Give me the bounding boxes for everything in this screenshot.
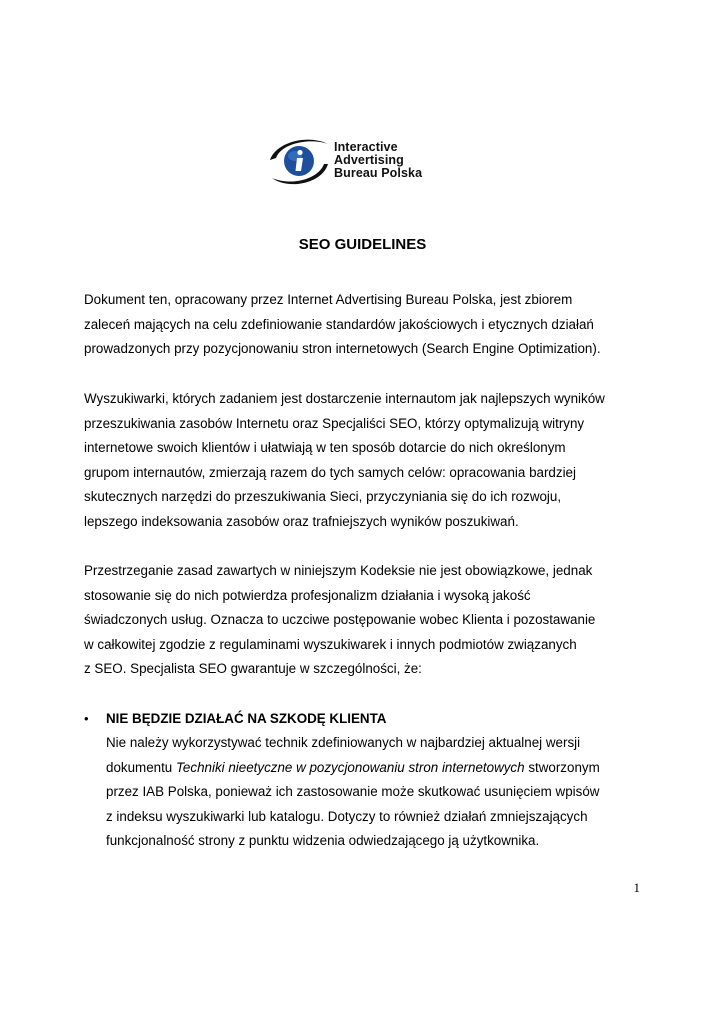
paragraph-code-rules bbox=[84, 559, 664, 682]
paragraph-line: z SEO. Specjalista SEO gwarantuje w szczególności, że: bbox=[84, 661, 422, 676]
document-title: SEO GUIDELINES bbox=[298, 236, 427, 253]
iab-logo-mark bbox=[268, 134, 330, 190]
logo-wordmark bbox=[334, 141, 422, 180]
logo-line-2: Advertising bbox=[334, 153, 404, 167]
bullet-heading: NIE BĘDZIE DZIAŁAĆ NA SZKODĘ KLIENTA bbox=[106, 711, 387, 726]
bullet-line-prefix: dokumentu bbox=[106, 759, 176, 775]
paragraph-line: Przestrzeganie zasad zawartych w niniejszym Kodeksie nie jest obowiązkowe, jednak bbox=[84, 563, 593, 578]
bullet-symbol: • bbox=[84, 711, 89, 726]
paragraph-line: przeszukiwania zasobów Internetu oraz Specjaliści SEO, którzy optymalizują witryny bbox=[84, 415, 585, 431]
bullet-line-suffix: stworzonym bbox=[524, 759, 600, 775]
document-reference-italic: Techniki nieetyczne w pozycjonowaniu stron internetowych bbox=[175, 759, 525, 775]
paragraph-line: zaleceń mających na celu zdefiniowanie standardów jakościowych i etycznych działań bbox=[84, 316, 594, 332]
bullet-line: z indeksu wyszukiwarki lub katalogu. Dotyczy to również działań zmniejszających bbox=[106, 808, 588, 824]
bullet-line bbox=[106, 756, 666, 781]
paragraph-line: lepszego indeksowania zasobów oraz trafniejszych wyników poszukiwań. bbox=[84, 513, 519, 529]
bullet-line: Nie należy wykorzystywać technik zdefiniowanych w najbardziej aktualnej wersji bbox=[106, 735, 581, 750]
logo-line-1: Interactive bbox=[334, 140, 398, 154]
paragraph-search-engines bbox=[84, 387, 664, 534]
paragraph-intro bbox=[84, 288, 664, 362]
paragraph-line: skutecznych narzędzi do przeszukiwania Sieci, przyczyniania się do ich rozwoju, bbox=[84, 489, 562, 504]
page-number: 1 bbox=[633, 880, 640, 895]
paragraph-line: internetowe swoich klientów i ułatwiają w ten sposób dotarcie do nich określonym bbox=[84, 440, 566, 455]
bullet-line: funkcjonalność strony z punktu widzenia odwiedzającego ją użytkownika. bbox=[106, 833, 540, 848]
bullet-line: przez IAB Polska, ponieważ ich zastosowanie może skutkować usunięciem wpisów bbox=[106, 784, 600, 799]
paragraph-line: Wyszukiwarki, których zadaniem jest dostarczenie internautom jak najlepszych wyników bbox=[84, 391, 605, 406]
bullet-body bbox=[106, 731, 666, 854]
iab-logo bbox=[268, 134, 460, 190]
paragraph-line: stosowanie się do nich potwierdza profesjonalizm działania i wysoką jakość bbox=[84, 587, 531, 603]
paragraph-line: prowadzonych przy pozycjonowaniu stron internetowych (Search Engine Optimization). bbox=[84, 341, 601, 356]
paragraph-line: grupom internautów, zmierzają razem do tych samych celów: opracowania bardziej bbox=[84, 464, 576, 480]
paragraph-line: świadczonych usług. Oznacza to uczciwe postępowanie wobec Klienta i pozostawanie bbox=[84, 612, 596, 627]
logo-line-3: Bureau Polska bbox=[334, 166, 423, 180]
paragraph-line: w całkowitej zgodzie z regulaminami wyszukiwarek i innych podmiotów związanych bbox=[84, 636, 577, 652]
paragraph-line: Dokument ten, opracowany przez Internet Advertising Bureau Polska, jest zbiorem bbox=[84, 292, 573, 307]
